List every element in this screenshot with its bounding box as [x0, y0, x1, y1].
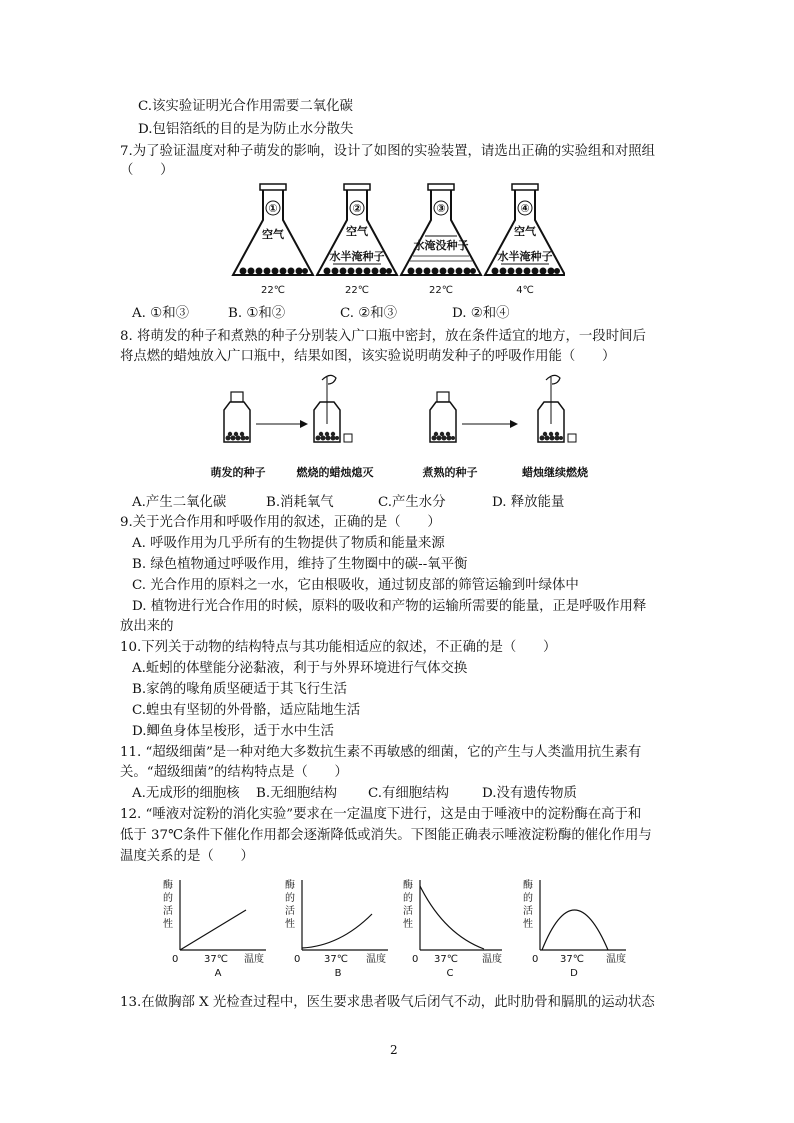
- q10-option-c: C.蝗虫有坚韧的外骨骼，适应陆地生活: [132, 703, 361, 718]
- germinating-seed-jar: [224, 392, 250, 442]
- flask-4-temp: 4℃: [516, 285, 534, 296]
- svg-text:酶: 酶: [285, 880, 295, 891]
- germinating-seed-label: 萌发的种子: [210, 466, 266, 479]
- flask-2-number: ②: [352, 202, 362, 215]
- graph-b: [285, 878, 388, 979]
- flask-3: [401, 184, 481, 296]
- q10-option-d: D.鲫鱼身体呈梭形，适于水中生活: [132, 724, 334, 739]
- svg-text:37℃: 37℃: [434, 954, 458, 965]
- svg-text:温度: 温度: [244, 954, 264, 965]
- svg-text:性: 性: [403, 919, 413, 930]
- svg-text:0: 0: [172, 954, 179, 965]
- q11-stem-line2: 关。“超级细菌”的结构特点是（ ）: [120, 765, 348, 780]
- svg-text:性: 性: [523, 919, 533, 930]
- svg-text:0: 0: [532, 954, 539, 965]
- graph-a-letter: A: [214, 968, 222, 979]
- q11-option-a: A.无成形的细胞核: [132, 786, 240, 801]
- svg-text:活: 活: [523, 906, 533, 917]
- graph-a: [163, 878, 266, 979]
- flask-3-number: ③: [436, 202, 446, 215]
- flask-2: [317, 184, 397, 296]
- q10-option-b: B.家鸽的喙角质坚硬适于其飞行生活: [132, 682, 347, 697]
- q7-stem: 7.为了验证温度对种子萌发的影响，设计了如图的实验装置，请选出正确的实验组和对照组: [120, 144, 656, 159]
- graph-c-curve: [420, 886, 484, 949]
- flask-4-label: 水半淹种子: [497, 250, 553, 263]
- boiled-seed-jar: [430, 392, 456, 442]
- svg-text:酶: 酶: [163, 880, 173, 891]
- candle-out-label: 燃烧的蜡烛熄灭: [296, 466, 374, 479]
- q9-option-b: B. 绿色植物通过呼吸作用，维持了生物圈中的碳--氧平衡: [132, 557, 468, 572]
- svg-text:的: 的: [285, 893, 295, 904]
- svg-text:的: 的: [403, 893, 413, 904]
- graph-b-letter: B: [334, 968, 342, 979]
- graph-c: [403, 878, 502, 979]
- q9-stem: 9.关于光合作用和呼吸作用的叙述，正确的是（ ）: [120, 515, 441, 530]
- flask-3-label: 水淹没种子: [413, 239, 469, 252]
- q12-stem-line2: 低于 37℃条件下催化作用都会逐渐降低或消失。下图能正确表示唾液淀粉酶的催化作用与: [120, 828, 652, 843]
- q7-option-b: B. ①和②: [228, 306, 286, 321]
- q10-stem: 10.下列关于动物的结构特点与其功能相适应的叙述，不正确的是（ ）: [120, 640, 557, 655]
- q8-stem-line2: 将点燃的蜡烛放入广口瓶中，结果如图，该实验说明萌发种子的呼吸作用能（ ）: [120, 349, 616, 364]
- q8-option-a: A.产生二氧化碳: [132, 495, 227, 510]
- flask-1-air: 空气: [262, 228, 284, 241]
- svg-text:酶: 酶: [403, 880, 413, 891]
- q11-option-c: C.有细胞结构: [368, 786, 449, 801]
- flask-3-temp: 22℃: [429, 285, 453, 296]
- q7-option-d: D. ②和④: [452, 306, 510, 321]
- flask-1-number: ①: [268, 202, 278, 215]
- page-number: 2: [390, 1043, 398, 1057]
- svg-text:温度: 温度: [606, 954, 626, 965]
- svg-text:酶: 酶: [523, 880, 533, 891]
- q11-stem-line1: 11. “超级细菌”是一种对绝大多数抗生素不再敏感的细菌，它的产生与人类滥用抗生素有: [120, 745, 642, 760]
- graph-d: [523, 878, 626, 979]
- svg-text:0: 0: [412, 954, 419, 965]
- svg-text:37℃: 37℃: [204, 954, 228, 965]
- q8-option-d: D. 释放能量: [492, 495, 565, 510]
- svg-text:活: 活: [403, 906, 413, 917]
- q7-option-c: C. ②和③: [340, 306, 398, 321]
- burning-candle-jar: [538, 375, 576, 442]
- q12-enzyme-graphs: [158, 874, 638, 982]
- q10-option-a: A.蚯蚓的体壁能分泌黏液，利于与外界环境进行气体交换: [132, 661, 468, 676]
- q13-stem: 13.在做胸部 X 光检查过程中，医生要求患者吸气后闭气不动，此时肋骨和膈肌的运动状态: [120, 995, 655, 1010]
- q7-flask-figure: [225, 180, 565, 302]
- q11-option-b: B.无细胞结构: [256, 786, 338, 801]
- candle-burning-label: 蜡烛继续燃烧: [522, 466, 588, 479]
- q9-option-a: A. 呼吸作用为几乎所有的生物提供了物质和能量来源: [132, 536, 445, 551]
- flask-1-temp: 22℃: [261, 285, 285, 296]
- svg-text:性: 性: [285, 919, 295, 930]
- svg-text:0: 0: [294, 954, 301, 965]
- graph-d-letter: D: [570, 968, 578, 979]
- q7-bracket: （ ）: [120, 163, 174, 178]
- graph-c-letter: C: [446, 968, 454, 979]
- flask-2-temp: 22℃: [345, 285, 369, 296]
- graph-a-curve: [180, 910, 246, 950]
- graph-b-curve: [302, 914, 372, 948]
- q7-option-a: A. ①和③: [132, 306, 189, 321]
- q9-option-c: C. 光合作用的原料之一水，它由根吸收，通过韧皮部的筛管运输到叶绿体中: [132, 578, 579, 593]
- q8-jar-figure: [210, 372, 600, 484]
- flask-2-air: 空气: [346, 225, 368, 238]
- q12-stem-line1: 12. “唾液对淀粉的消化实验”要求在一定温度下进行，这是由于唾液中的淀粉酶在高于和: [120, 807, 642, 822]
- q8-option-b: B.消耗氧气: [266, 495, 334, 510]
- q6-option-d: D.包铝箔纸的目的是为防止水分散失: [138, 122, 354, 137]
- flask-4: [485, 184, 565, 296]
- q12-stem-line3: 温度关系的是（ ）: [120, 849, 254, 864]
- svg-text:的: 的: [163, 893, 173, 904]
- svg-text:活: 活: [285, 906, 295, 917]
- svg-text:37℃: 37℃: [560, 954, 584, 965]
- svg-text:温度: 温度: [366, 954, 386, 965]
- q11-option-d: D.没有遗传物质: [482, 786, 577, 801]
- q8-option-c: C.产生水分: [378, 495, 446, 510]
- svg-text:活: 活: [163, 906, 173, 917]
- svg-text:温度: 温度: [482, 954, 502, 965]
- q9-option-d-line2: 放出来的: [120, 619, 174, 634]
- q8-stem-line1: 8. 将萌发的种子和煮熟的种子分别装入广口瓶中密封，放在条件适宜的地方，一段时间后: [120, 329, 646, 344]
- flask-2-label: 水半淹种子: [329, 250, 385, 263]
- boiled-seed-label: 煮熟的种子: [422, 466, 478, 479]
- svg-text:37℃: 37℃: [324, 954, 348, 965]
- q6-option-c: C.该实验证明光合作用需要二氧化碳: [138, 99, 353, 114]
- svg-text:的: 的: [523, 893, 533, 904]
- flask-4-air: 空气: [514, 225, 536, 238]
- flask-1: [233, 184, 313, 296]
- flask-4-number: ④: [520, 202, 530, 215]
- extinguished-candle-jar: [314, 375, 352, 442]
- q9-option-d-line1: D. 植物进行光合作用的时候，原料的吸收和产物的运输所需要的能量，正是呼吸作用释: [132, 599, 647, 614]
- graph-d-curve: [542, 910, 608, 950]
- svg-text:性: 性: [163, 919, 173, 930]
